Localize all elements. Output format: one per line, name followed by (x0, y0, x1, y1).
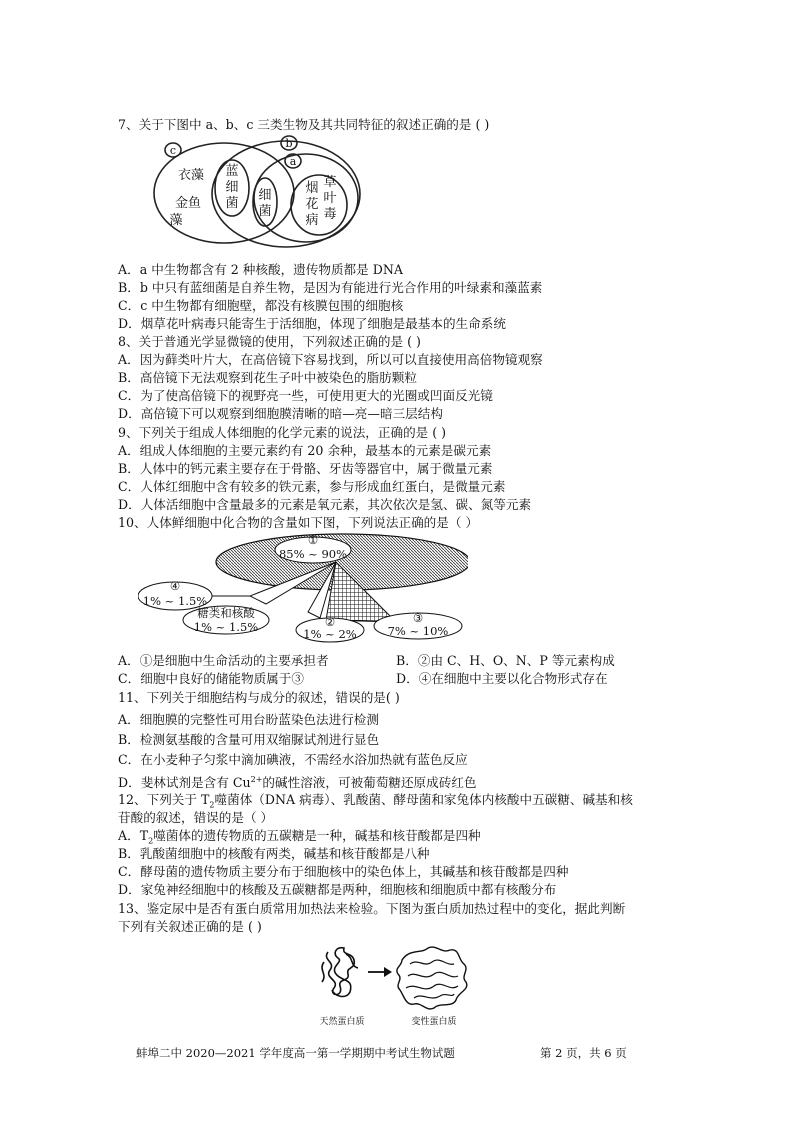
q11-option-a: A．细胞膜的完整性可用台盼蓝染色法进行检测 (118, 712, 379, 727)
q13-stem-cont: 下列有关叙述正确的是 ( ) (118, 919, 262, 934)
q7-venn-diagram (148, 134, 363, 252)
q12-option-c: C．酵母菌的遗传物质主要分布于细胞核中的染色体上，其碱基和核苷酸都是四种 (118, 864, 569, 879)
label-lan: 蓝 (225, 164, 239, 179)
q8-option-d: D．高倍镜下可以观察到细胞膜清晰的暗—亮—暗三层结构 (118, 406, 443, 421)
label-hua: 花 (305, 197, 319, 212)
footer-title: 蚌埠二中 2020—2021 学年度高一第一学期期中考试生物试题 (136, 1046, 455, 1060)
pie-label-tlhs: 糖类和核酸 (197, 606, 255, 620)
label-jinyu: 金鱼 (174, 196, 202, 211)
q10-option-c: C．细胞中良好的储能物质属于③ (118, 671, 304, 686)
label-ye: 叶 (323, 191, 337, 206)
q9-option-d: D．人体活细胞中含量最多的元素是氧元素，其次依次是氢、碳、氮等元素 (118, 497, 532, 512)
pie-label-3: ③ (412, 611, 424, 625)
q9-option-b: B．人体中的钙元素主要存在于骨骼、牙齿等器官中，属于微量元素 (118, 461, 493, 476)
pie-label-4: ④ (169, 579, 181, 593)
q7-option-b: B．b 中只有蓝细菌是自养生物，是因为有能进行光合作用的叶绿素和藻蓝素 (118, 280, 543, 295)
label-bing: 病 (305, 213, 319, 228)
q10-option-d: D．④在细胞中主要以化合物形式存在 (396, 671, 608, 686)
label-b: b (285, 137, 293, 150)
q13-protein-figure (310, 940, 480, 1030)
q10-option-b: B．②由 C、H、O、N、P 等元素构成 (396, 653, 615, 668)
q8-option-c: C．为了使高倍镜下的视野亮一些，可使用更大的光圈或凹面反光镜 (118, 388, 493, 403)
pie-value-3: 7% ~ 10% (387, 624, 449, 638)
label-xi: 细 (258, 188, 272, 203)
circle-c (154, 143, 294, 243)
q12-option-d: D．家兔神经细胞中的核酸及五碳糖都是两种，细胞核和细胞质中都有核酸分布 (118, 882, 557, 897)
q7-stem: 7、关于下图中 a、b、c 三类生物及其共同特征的叙述正确的是 ( ) (118, 117, 490, 132)
q12-option-a: A．$T_2$噬菌体的遗传物质的五碳糖是一种，碱基和核苷酸都是四种 (118, 828, 481, 846)
denatured-protein-label: 变性蛋白质 (411, 1017, 457, 1027)
q9-option-c: C．人体红细胞中含有较多的铁元素，参与形成血红蛋白，是微量元素 (118, 479, 506, 494)
label-a: a (289, 155, 297, 168)
q9-stem: 9、下列关于组成人体细胞的化学元素的说法，正确的是 ( ) (118, 425, 447, 440)
q8-option-b: B．高倍镜下无法观察到花生子叶中被染色的脂肪颗粒 (118, 370, 417, 385)
label-zao: 藻 (169, 213, 183, 228)
denatured-protein-icon (397, 947, 467, 1009)
label-yan: 烟 (305, 181, 319, 196)
pie-value-4: 1% ~ 1.5% (142, 594, 208, 608)
pie-label-1: ① (307, 533, 319, 547)
pie-value-2: 1% ~ 2% (303, 627, 357, 641)
pie-value-tlhs: 1% ~ 1.5% (193, 620, 259, 634)
label-du: 毒 (323, 207, 337, 222)
q9-option-a: A．组成人体细胞的主要元素约有 20 余种，最基本的元素是碳元素 (118, 443, 492, 458)
q7-option-d: D．烟草花叶病毒只能寄生于活细胞，体现了细胞是最基本的生命系统 (118, 316, 506, 331)
q7-option-a: A．a 中生物都含有 2 种核酸，遗传物质都是 DNA (118, 262, 403, 277)
label-jun: 菌 (258, 204, 272, 219)
label-lanxi: 细 (225, 180, 239, 195)
q11-option-c: C．在小麦种子匀浆中滴加碘液，不需经水浴加热就有蓝色反应 (118, 752, 468, 767)
q13-stem: 13、鉴定尿中是否有蛋白质常用加热法来检验。下图为蛋白质加热过程中的变化，据此判断 (118, 901, 626, 916)
q11-option-d: D．斐林试剂是含有 $Cu^{2+}$的碱性溶液，可被葡萄糖还原成砖红色 (118, 775, 477, 791)
q12-stem: 12、下列关于 $T_2$噬菌体（DNA 病毒）、乳酸菌、酵母菌和家兔体内核酸中五碳糖、碱基和核 (118, 792, 633, 810)
pie-value-1: 85% ~ 90% (278, 547, 348, 561)
q10-option-a: A．①是细胞中生命活动的主要承担者 (118, 653, 329, 668)
arrow-icon (384, 967, 392, 977)
q12-stem-cont: 苷酸的叙述，错误的是（ ） (118, 810, 274, 825)
label-lanjun: 菌 (225, 196, 239, 211)
label-cao: 草 (323, 175, 337, 190)
pie-label-2: ② (324, 615, 336, 629)
virus-oval (291, 175, 347, 235)
q8-stem: 8、关于普通光学显微镜的使用，下列叙述正确的是 ( ) (118, 334, 421, 349)
q7-option-c: C．c 中生物都有细胞壁，都没有核膜包围的细胞核 (118, 298, 404, 313)
q10-stem: 10、人体鲜细胞中化合物的含量如下图，下列说法正确的是（ ） (118, 515, 479, 530)
native-protein-label: 天然蛋白质 (319, 1017, 365, 1027)
native-protein-icon (326, 948, 354, 997)
q11-stem: 11、下列关于细胞结构与成分的叙述，错误的是( ) (118, 690, 400, 705)
q12-option-b: B．乳酸菌细胞中的核酸有两类，碱基和核苷酸都是八种 (118, 846, 430, 861)
label-c: c (169, 144, 177, 157)
q8-option-a: A．因为藓类叶片大，在高倍镜下容易找到，所以可以直接使用高倍物镜观察 (118, 352, 543, 367)
page-footer (136, 1045, 627, 1061)
label-yizao: 衣藻 (177, 168, 205, 183)
page-number: 第 2 页，共 6 页 (540, 1046, 627, 1060)
q11-option-b: B．检测氨基酸的含量可用双缩脲试剂进行显色 (118, 732, 380, 747)
q10-pie-diagram (138, 532, 468, 644)
